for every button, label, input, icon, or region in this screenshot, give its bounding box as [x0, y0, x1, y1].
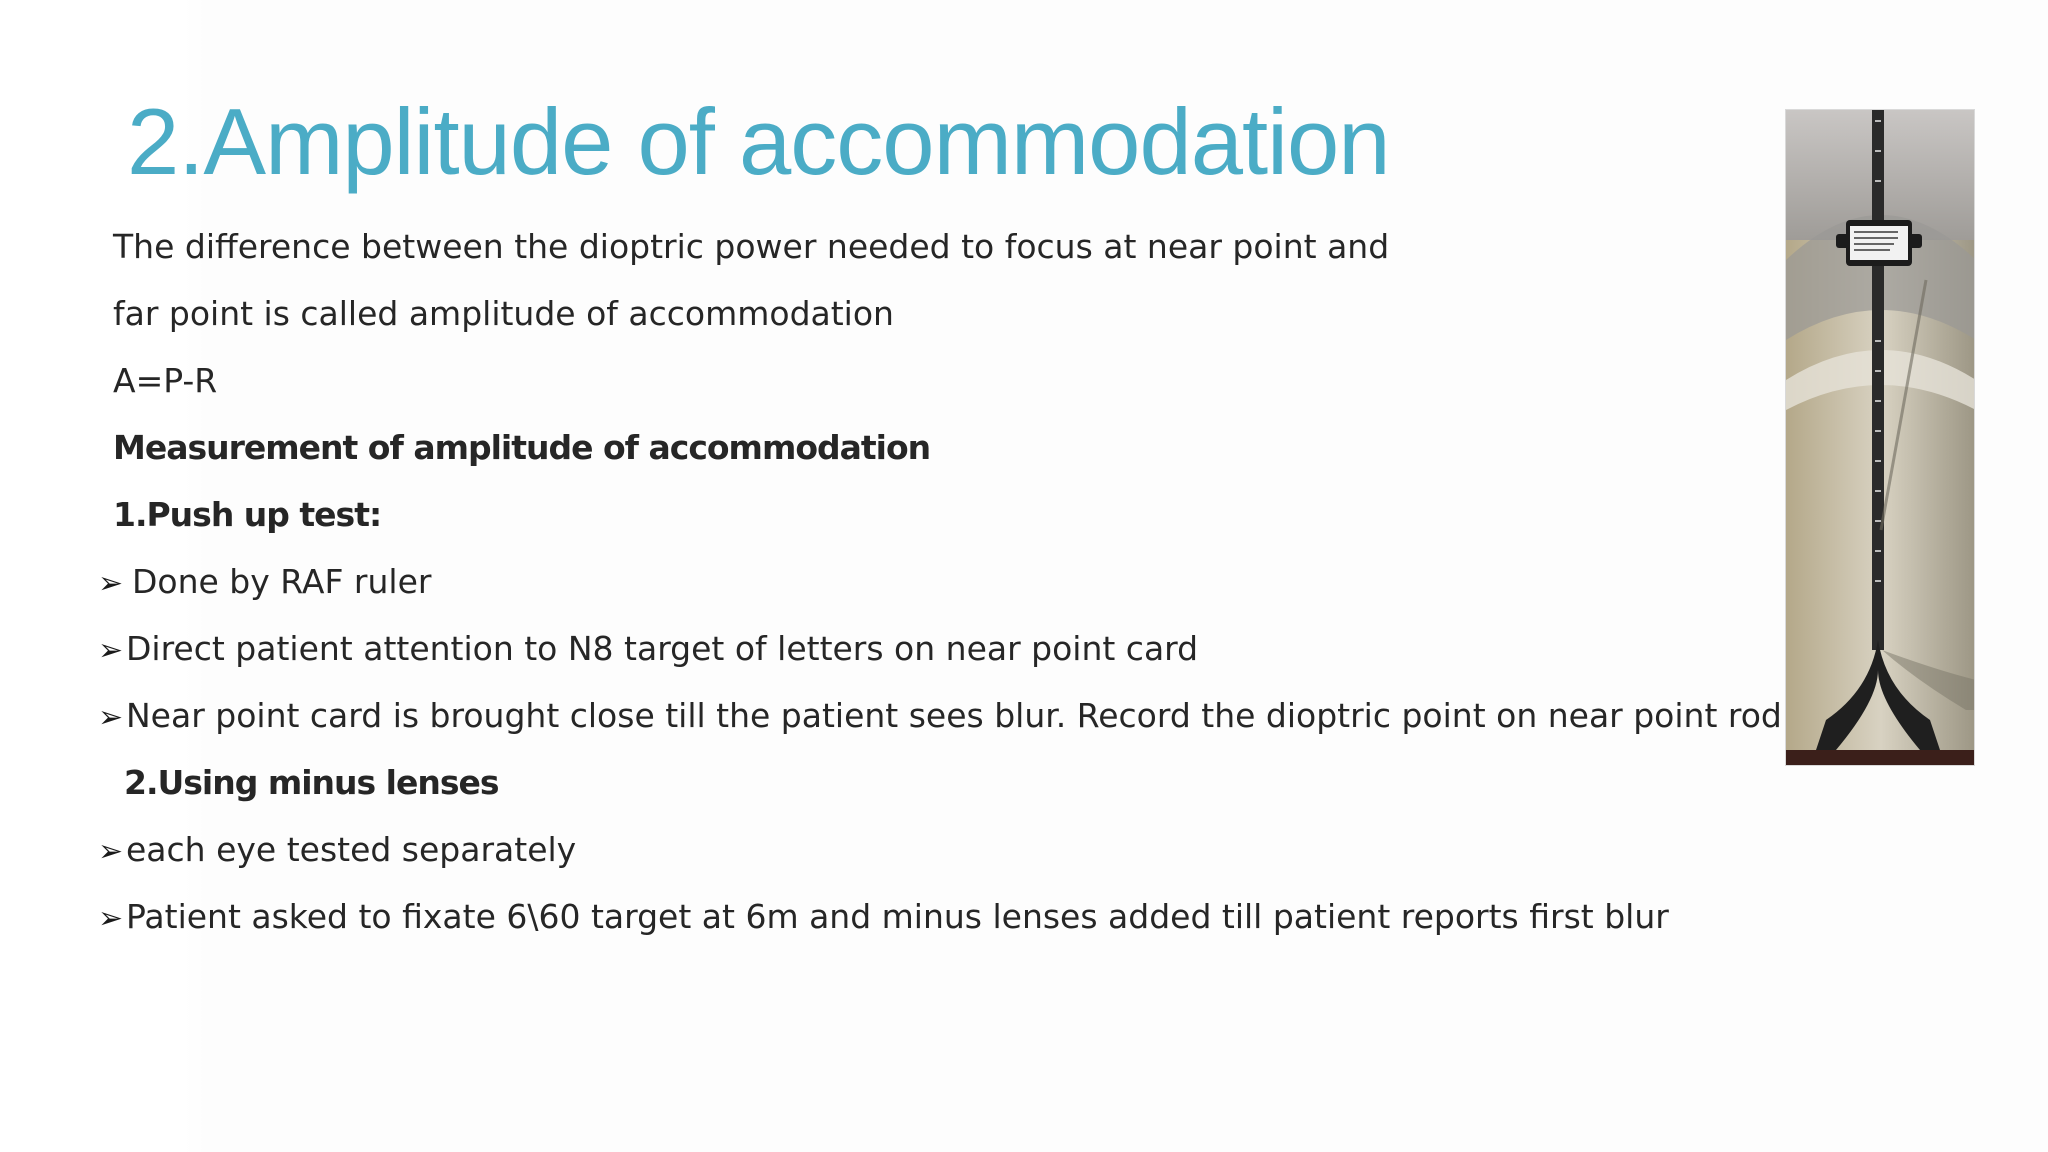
formula: A=P-R [113, 361, 218, 400]
arrowhead-bullet-icon: ➢ [98, 901, 124, 936]
bullet-text: Done by RAF ruler [132, 562, 432, 601]
raf-ruler-photo [1785, 109, 1975, 766]
bullet-text: Patient asked to fixate 6\60 target at 6m and minus lenses added till patient reports first blur [126, 897, 1669, 936]
arrowhead-bullet-icon: ➢ [98, 834, 124, 869]
bullet-text: Direct patient attention to N8 target of letters on near point card [126, 629, 1199, 668]
slide-title: 2.Amplitude of accommodation [127, 89, 1390, 194]
bullet-item [98, 895, 1669, 939]
method-2-heading: 2.Using minus lenses [124, 763, 499, 802]
measurement-heading: Measurement of amplitude of accommodation [113, 428, 931, 467]
bullet-text: each eye tested separately [126, 830, 577, 869]
method-1-heading: 1.Push up test: [113, 495, 382, 534]
bullet-item [98, 560, 431, 604]
arrowhead-bullet-icon: ➢ [98, 566, 124, 601]
definition-line-2: far point is called amplitude of accommodation [113, 294, 894, 333]
bullet-item [98, 828, 576, 872]
bullet-item [98, 694, 1782, 738]
bullet-text: Near point card is brought close till the patient sees blur. Record the dioptric point on near point rod [126, 696, 1782, 735]
definition-line-1: The difference between the dioptric power needed to focus at near point and [113, 227, 1390, 266]
arrowhead-bullet-icon: ➢ [98, 700, 124, 735]
arrowhead-bullet-icon: ➢ [98, 633, 124, 668]
raf-ruler-illustration [1786, 110, 1975, 766]
bullet-item [98, 627, 1198, 671]
